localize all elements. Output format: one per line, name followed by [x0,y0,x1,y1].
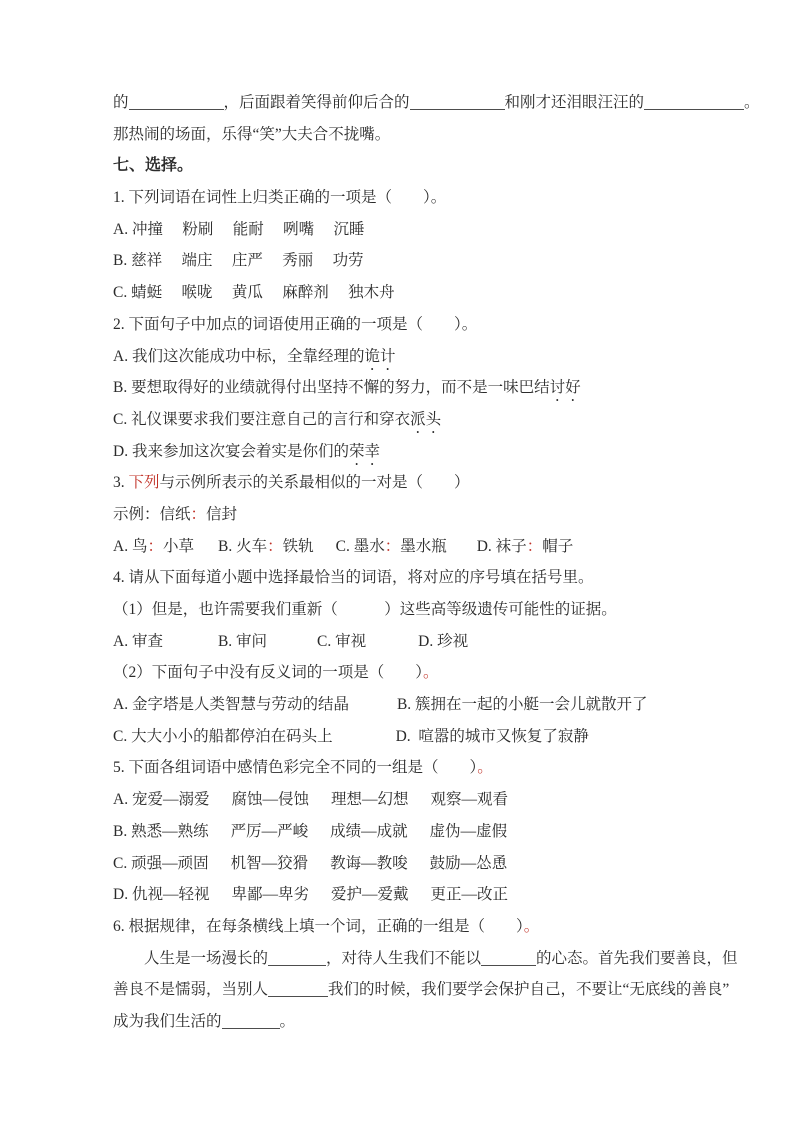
emphasized-text: 诡计 [364,347,396,365]
text-run: （2）下面句子中没有反义词的一项是（ ） [113,664,424,682]
question-6-passage-line-1 [113,943,753,975]
fill-in-blank[interactable] [129,95,224,110]
text-run: D. 喧嚣的城市又恢复了寂静 [395,727,589,745]
text-run: C. 审视 [317,632,367,650]
red-text: 。 [477,759,493,777]
column-gap [209,867,231,868]
column-gap [333,740,396,741]
question-5-option-b [113,816,753,848]
text-run: 我们的时候，我们要学会保护自己，不要让“无底线的善良” [328,981,730,999]
question-4-sub1-stem [113,594,753,626]
text-run: 鼓励—怂恿 [429,854,508,872]
column-gap [309,898,331,899]
text-run: 七、选择。 [113,157,194,175]
text-run: 6. 根据规律，在每条横线上填一个词，正确的一组是（ ） [113,917,524,935]
text-run: D. 我来参加这次宴会着实是你们的 [113,442,349,460]
question-6-stem [113,911,753,943]
text-run: 观察—观看 [430,791,508,809]
text-run: B. 熟悉—熟练 [113,822,209,840]
text-run: 理想—幻想 [330,791,409,809]
text-run: B. 审问 [217,632,268,650]
question-5-option-a [113,784,753,816]
text-run: 5. 下面各组词语中感情色彩完全不同的一组是（ ） [113,759,478,777]
text-run: 更正—改正 [430,886,508,904]
fill-in-blank[interactable] [410,95,505,110]
text-run: B. 簇拥在一起的小艇一会儿就散开了 [396,696,648,714]
text-run: A. 鸟 [113,537,148,555]
text-run: A. 审查 [113,632,163,650]
question-6-passage-line-3 [113,1006,753,1038]
fill-in-blank[interactable] [268,951,326,966]
red-text: ： [526,537,543,555]
column-gap [163,645,218,646]
question-4-sub2-stem [113,657,753,689]
column-gap [349,708,397,709]
column-gap [209,898,231,899]
text-run: A. 金字塔是人类智慧与劳动的结晶 [113,696,349,714]
text-run: ，对待人生我们不能以 [326,949,482,967]
document-page [113,87,760,1038]
emphasized-text: 荣幸 [348,442,380,460]
question-1-option-a [113,214,753,246]
question-4-sub2-options-cd [113,721,753,753]
red-text: ： [190,505,207,523]
text-run: 4. 请从下面每道小题中选择最恰当的词语，将对应的序号填在括号里。 [113,569,594,587]
column-gap [308,835,330,836]
text-run: 小草 [162,537,194,555]
column-gap [408,835,430,836]
question-4-stem [113,562,753,594]
emphasized-text: 讨好 [549,379,581,397]
text-run: 和刚才还泪眼汪汪的 [504,94,645,111]
text-run: A. 冲撞 粉刷 能耐 咧嘴 沉睡 [113,220,365,238]
column-gap [309,803,331,804]
text-run: 的心态。首先我们要善良，但 [536,949,738,967]
question-4-sub1-options [113,626,753,658]
text-run: A. 宠爱—溺爱 [113,791,210,809]
text-run: 。 [279,1012,296,1030]
emphasized-text: 派头 [410,410,442,428]
text-run: 严厉—严峻 [230,822,309,840]
red-text: 。 [523,917,540,935]
text-run: 腐蚀—侵蚀 [231,791,309,809]
question-1-option-c [113,277,753,309]
text-run: 与示例所表示的关系最相似的一对是（ ） [159,474,470,492]
question-3-example [113,499,753,531]
text-run: D. 珍视 [418,632,469,650]
text-run: 1. 下列词语在词性上归类正确的一项是（ ）。 [113,189,447,207]
text-run: 机智—狡猾 [230,854,309,872]
question-1-option-b [113,245,753,277]
fill-in-blank[interactable] [222,1014,280,1029]
red-text: ： [267,537,283,555]
text-run: 教诲—教唆 [330,854,408,872]
text-run: C. 蜻蜓 喉咙 黄瓜 麻醉剂 独木舟 [113,284,395,302]
passage-line-1 [113,87,760,119]
question-5-stem [113,752,753,784]
text-run: 2. 下面句子中加点的词语使用正确的一项是（ ）。 [113,315,478,333]
text-run: 那热闹的场面，乐得“笑”大夫合不拢嘴。 [113,125,391,143]
text-run: D. 仇视—轻视 [113,886,210,904]
question-2-option-c [113,404,753,436]
column-gap [408,803,430,804]
text-run: 。 [744,94,760,111]
column-gap [408,898,430,899]
text-run: ，后面跟着笑得前仰后合的 [223,94,410,111]
question-2-stem [113,309,753,341]
question-3-stem [113,467,753,499]
text-run: 成为我们生活的 [113,1012,222,1030]
red-text: 。 [423,664,439,682]
fill-in-blank[interactable] [644,95,744,110]
column-gap [194,550,218,551]
question-2-option-b [113,372,753,404]
text-run: 示例：信纸 [113,505,191,523]
red-text: 下列 [128,474,160,492]
red-text: ： [384,537,401,555]
red-text: ： [147,537,163,555]
text-run: A. 我们这次能成功中标，全靠经理的 [113,347,365,365]
text-run: （1）但是，也许需要我们重新（ ）这些高等级遗传可能性的证据。 [113,601,617,618]
text-run: 铁轨 [282,537,314,555]
question-4-sub2-options-ab [113,689,753,721]
column-gap [209,835,231,836]
question-5-option-d [113,879,753,911]
text-run: B. 火车 [217,537,268,555]
text-run: C. 墨水 [335,537,385,555]
text-run: 3. [113,474,129,492]
column-gap [314,550,336,551]
question-2-option-a [113,341,753,373]
text-run: 墨水瓶 [400,537,447,555]
text-run: 的 [113,94,129,111]
text-run: 善良不是懦弱，当别人 [113,981,269,999]
column-gap [366,645,418,646]
text-run: C. 顽强—顽固 [113,854,209,872]
question-1-stem [113,182,753,214]
text-run: 虚伪—虚假 [429,822,508,840]
question-5-option-c [113,848,753,880]
text-run: 帽子 [542,537,574,555]
column-gap [308,867,330,868]
text-run: B. 慈祥 端庄 庄严 秀丽 功劳 [113,252,364,270]
column-gap [267,645,317,646]
text-run: C. 大大小小的船都停泊在码头上 [113,727,333,745]
column-gap [209,803,231,804]
section-heading [113,150,753,182]
text-run: B. 要想取得好的业绩就得付出坚持不懈的努力，而不是一味巴结 [113,379,550,397]
text-run: C. 礼仪课要求我们要注意自己的言行和穿衣 [113,410,411,428]
text-run: 成绩—成就 [330,822,408,840]
column-gap [408,867,430,868]
question-6-passage-line-2 [113,974,753,1006]
text-run: 信封 [206,505,238,523]
passage-line-2 [113,119,753,151]
question-3-options [113,531,753,563]
text-run: 卑鄙—卑劣 [231,886,309,904]
text-run: 人生是一场漫长的 [144,949,269,967]
text-run: D. 袜子 [476,537,527,555]
fill-in-blank[interactable] [268,982,328,997]
text-run: 爱护—爱戴 [330,886,409,904]
fill-in-blank[interactable] [481,951,536,966]
column-gap [447,550,477,551]
question-2-option-d [113,436,753,468]
